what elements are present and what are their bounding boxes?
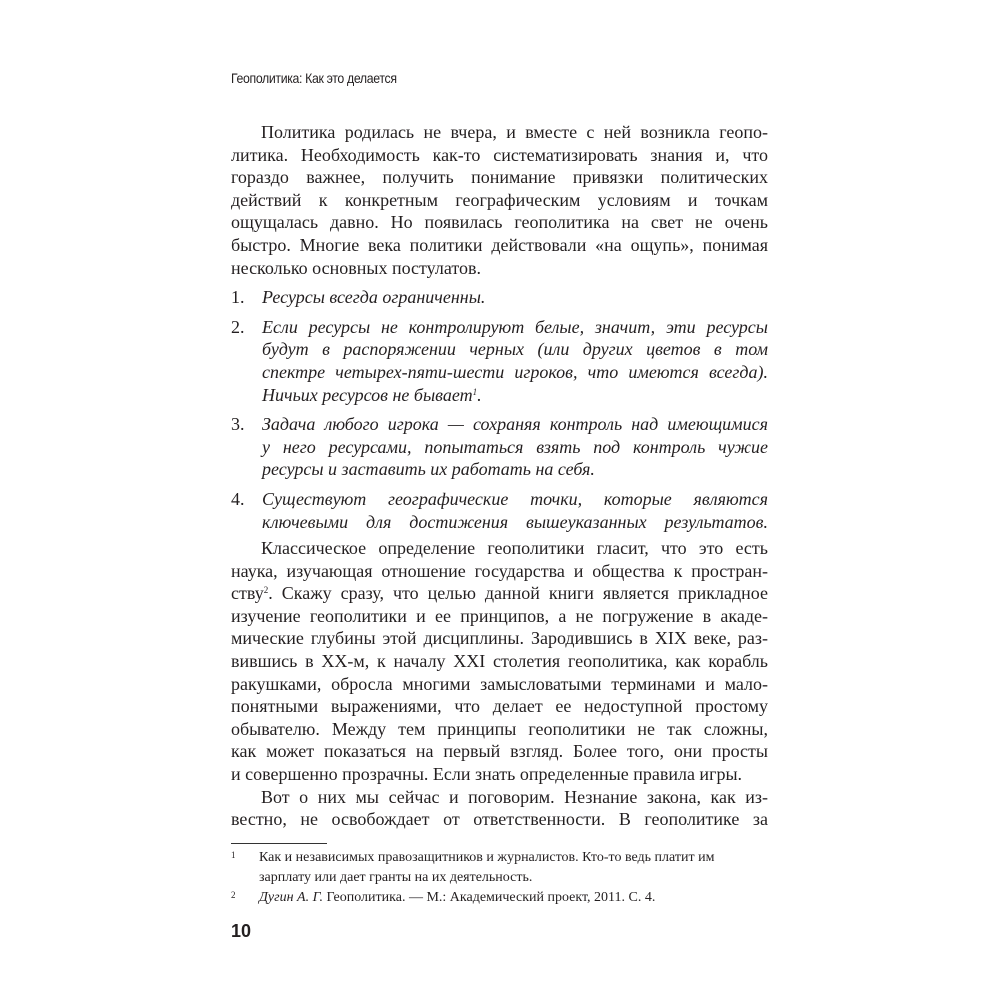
paragraph-intro [231, 121, 768, 279]
footnote-author: Дугин А. Г. [259, 890, 323, 905]
text-line: Если ресурсы не контролируют белые, значит, эти ресурсы [262, 316, 768, 337]
footnote [231, 888, 768, 908]
paragraph-definition [231, 537, 768, 786]
text-line [262, 384, 768, 407]
page-number: 10 [231, 921, 252, 941]
footnote-mark: 1 [231, 850, 236, 860]
running-header: Геополитика: Как это делается [231, 70, 397, 86]
text-line: ощущалась давно. Но появилась геополитика на свет не очень [231, 212, 768, 233]
text-line: Вот о них мы сейчас и поговорим. Незнание закона, как из- [261, 786, 768, 807]
footnote-line: зарплату или дает гранты на их деятельность. [259, 870, 533, 885]
text-line: спектре четырех-пяти-шести игроков, что имеются всегда). [262, 361, 768, 382]
text-line: Классическое определение геополитики гласит, что это есть [261, 538, 768, 559]
text-line: действий к конкретным географическим условиям и точкам [231, 189, 768, 210]
text-line: и совершенно прозрачны. Если знать определенные правила игры. [231, 764, 743, 785]
text-line: литика. Необходимость как-то систематизировать знания и, что [231, 144, 768, 165]
text-line: гораздо важнее, получить понимание привязки политических [231, 167, 768, 188]
text-line: понятными выражениями, что делает ее недоступной простому [231, 696, 768, 717]
text-line: будут в распоряжении черных (или других цветов в том [262, 339, 768, 360]
footnote-divider [231, 843, 327, 844]
text-line: Существуют географические точки, которые являются [262, 488, 768, 509]
footnote-mark: 2 [231, 890, 236, 900]
text-line: ресурсы и заставить их работать на себя. [262, 459, 595, 480]
text-line [231, 582, 768, 605]
text-line: несколько основных постулатов. [231, 257, 482, 278]
main-text [231, 121, 768, 831]
text-line: вившись в XX-м, к началу XXI столетия геополитика, как корабль [231, 651, 768, 672]
text-line: Задача любого игрока — сохраняя контроль над имеющимися [262, 414, 768, 435]
text-fragment: . Скажу сразу, что целью данной книги является прикладное [268, 583, 768, 604]
text-line: быстро. Многие века политики действовали «на ощупь», понимая [231, 234, 768, 255]
footnote-line: Как и независимых правозащитников и журналистов. Кто-то ведь платит им [259, 850, 715, 865]
list-item [231, 413, 768, 481]
text-line: наука, изучающая отношение государства и общества к простран- [231, 560, 768, 581]
list-number: 4. [231, 488, 245, 509]
paragraph-closing [231, 786, 768, 831]
footnote-ref[interactable]: 1 [472, 386, 478, 397]
list-number: 3. [231, 414, 245, 435]
footnote [231, 848, 768, 888]
footnotes [231, 848, 768, 908]
text-line: мические глубины этой дисциплины. Зародившись в XIX веке, раз- [231, 628, 768, 649]
list-item [231, 316, 768, 406]
footnote-text: Геополитика. — М.: Академический проект, 2011. С. 4. [323, 890, 656, 905]
text-line: обывателю. Между тем принципы геополитики не так сложны, [231, 718, 768, 739]
list-number: 2. [231, 316, 245, 337]
list-number: 1. [231, 287, 245, 308]
text-fragment: . [477, 384, 482, 405]
text-line: изучение геополитики и ее принципов, а не погружение в акаде- [231, 605, 768, 626]
footnote-ref[interactable]: 2 [263, 585, 269, 596]
text-line: Ресурсы всегда ограниченны. [262, 287, 486, 308]
text-fragment: ству [231, 583, 264, 604]
text-fragment: Ничьих ресурсов не бывает [262, 384, 473, 405]
text-line: Политика родилась не вчера, и вместе с ней возникла геопо- [261, 122, 768, 142]
text-line: как может показаться на первый взгляд. Более того, они просты [231, 741, 768, 762]
list-item [231, 488, 768, 533]
text-line: ключевыми для достижения вышеуказанных результатов. [262, 511, 768, 532]
text-line: ракушками, обросла многими замысловатыми терминами и мало- [231, 673, 768, 694]
text-line: у него ресурсами, попытаться взять под контроль чужие [262, 436, 768, 457]
list-item [231, 286, 768, 309]
text-line: вестно, не освобождает от ответственности. В геополитике за [231, 809, 768, 830]
